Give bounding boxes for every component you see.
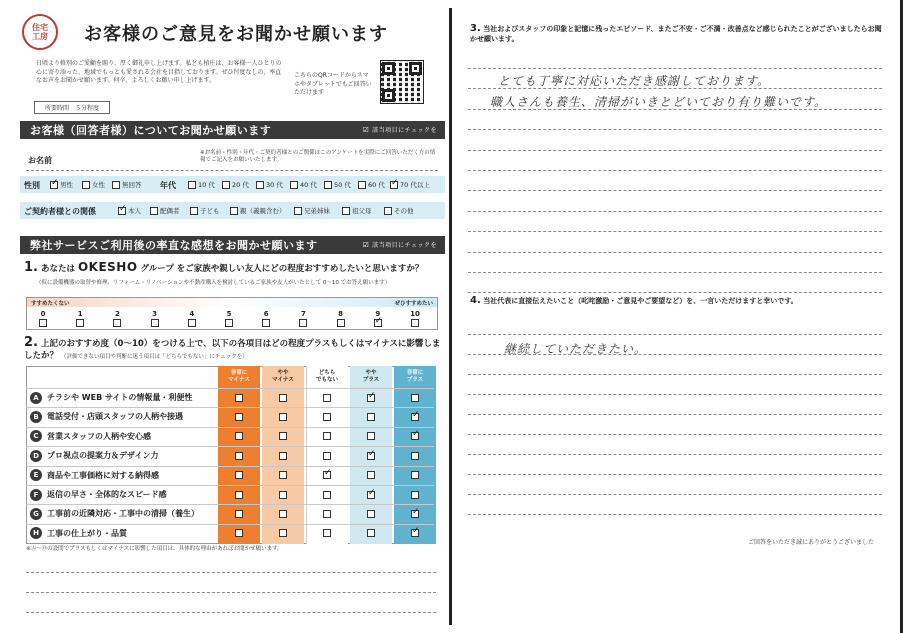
q4-answer-line[interactable] — [468, 494, 882, 495]
grid-cell[interactable] — [306, 505, 348, 523]
grid-cell[interactable] — [394, 524, 436, 542]
scale-gradient — [27, 298, 437, 307]
checkbox-icon[interactable] — [112, 181, 120, 189]
checkbox-icon[interactable] — [324, 181, 332, 189]
relation-option-child[interactable] — [190, 206, 220, 215]
scale-option-5[interactable] — [221, 310, 237, 329]
grid-cell[interactable] — [218, 447, 260, 465]
checkbox-icon[interactable] — [367, 471, 375, 479]
scale-number: 9 — [375, 310, 381, 318]
grid-cell[interactable] — [306, 447, 348, 465]
checkbox-icon[interactable] — [235, 413, 243, 421]
checkbox-icon[interactable] — [235, 452, 243, 460]
scale-number: 8 — [338, 310, 344, 318]
grid-item-text: 電話受付・店頭スタッフの人柄や接遇 — [47, 412, 183, 422]
relation-option-parent[interactable] — [230, 206, 286, 215]
thank-you-note: ご回答をいただき誠にありがとうございました — [748, 539, 875, 546]
gender-option-label: 無回答 — [122, 181, 142, 189]
age-option-label: 10 代 — [198, 181, 215, 189]
recommendation-scale — [26, 297, 438, 330]
relation-option-sibling[interactable] — [294, 206, 330, 215]
q4-answer: 継続していただきたい。 — [504, 342, 648, 356]
relation-option-label: 配偶者 — [160, 207, 180, 215]
grid-cell[interactable] — [394, 486, 436, 504]
relation-option-label: 子ども — [200, 207, 220, 215]
q4-answer-line[interactable] — [468, 394, 882, 395]
letter-badge-icon: C — [30, 430, 42, 442]
grid-cell[interactable] — [394, 408, 436, 426]
q4-answer-line[interactable] — [468, 434, 882, 435]
checkbox-icon[interactable] — [411, 452, 419, 460]
check-note: ☑ 該当項目にチェックを — [363, 125, 437, 134]
grid-item-text: 工事の仕上がり・品質 — [47, 528, 127, 538]
checkbox-icon[interactable] — [150, 207, 158, 215]
age-option-60s[interactable] — [358, 180, 385, 189]
q3-answer-line[interactable] — [468, 252, 882, 253]
relation-label: ご契約者様との関係 — [24, 207, 96, 216]
checkbox-icon[interactable] — [235, 491, 243, 499]
checkbox-checked-icon[interactable] — [411, 529, 419, 537]
question-3 — [470, 24, 882, 44]
checkbox-icon[interactable] — [190, 207, 198, 215]
checkbox-icon[interactable] — [235, 510, 243, 518]
grid-row-label — [30, 427, 151, 445]
grid-row-label — [30, 486, 167, 504]
grid-row-label — [30, 505, 199, 523]
grid-cell[interactable] — [306, 408, 348, 426]
checkbox-checked-icon[interactable] — [411, 510, 419, 518]
gender-option-female[interactable] — [82, 180, 105, 189]
grid-cell[interactable] — [262, 466, 304, 484]
question-1-note: （仮に設備機器の取替や修理、リフォーム・リノベーションや不動産購入を検討しているご家族や友人がいたとして 0〜10 でお答え願います） — [36, 280, 391, 286]
grid-cell[interactable] — [306, 427, 348, 445]
checkbox-icon[interactable] — [367, 529, 375, 537]
grid-cell[interactable] — [306, 389, 348, 407]
scale-low-label: すすめたくない — [31, 301, 70, 307]
name-field[interactable] — [26, 170, 438, 171]
checkbox-icon[interactable] — [367, 432, 375, 440]
q3-answer-line-2: 職人さんも養生、清掃がいきとどいており有り難いです。 — [490, 95, 828, 109]
checkbox-checked-icon[interactable] — [323, 471, 331, 479]
qr-caption: こちらのQRコードからスマホやタブレットでもご回答いただけます — [294, 72, 372, 96]
relation-option-spouse[interactable] — [150, 206, 180, 215]
letter-badge-icon: E — [30, 469, 42, 481]
grid-cell[interactable] — [306, 524, 348, 542]
checkbox-icon[interactable] — [323, 510, 331, 518]
checkbox-icon[interactable] — [235, 529, 243, 537]
checkbox-icon[interactable] — [384, 207, 392, 215]
gender-option-male[interactable] — [50, 180, 73, 189]
grid-cell[interactable] — [306, 486, 348, 504]
section-feedback-header — [20, 236, 445, 254]
name-label: お名前 — [28, 156, 52, 165]
checkbox-icon[interactable] — [358, 181, 366, 189]
scale-number: 3 — [152, 310, 158, 318]
checkbox-icon[interactable] — [323, 432, 331, 440]
q3-answer-line[interactable] — [468, 292, 882, 293]
checkbox-icon[interactable] — [188, 181, 196, 189]
grid-item-text: 営業スタッフの人柄や安心感 — [47, 431, 151, 441]
grid-header: どちら でもない — [315, 370, 338, 383]
grid-cell[interactable] — [218, 524, 260, 542]
grid-cell[interactable] — [394, 466, 436, 484]
check-note: ☑ 該当項目にチェックを — [363, 240, 437, 249]
gender-option-none[interactable] — [112, 180, 142, 189]
age-option-10s[interactable] — [188, 180, 215, 189]
page-binding-divider — [449, 8, 452, 625]
question-number: 2. — [24, 335, 38, 350]
checkbox-icon[interactable] — [279, 452, 287, 460]
grid-item-text: チラシや WEB サイトの情報量・利便性 — [47, 393, 193, 402]
age-option-label: 20 代 — [232, 181, 249, 189]
grid-cell[interactable] — [350, 486, 392, 504]
checkbox-icon[interactable] — [235, 394, 243, 402]
checkbox-icon[interactable] — [230, 207, 238, 215]
scale-number: 1 — [77, 310, 83, 318]
age-option-70s[interactable] — [390, 180, 430, 189]
q4-answer-line[interactable] — [468, 374, 882, 375]
checkbox-icon[interactable] — [337, 319, 345, 327]
grid-row-label — [30, 447, 158, 465]
relation-option-label: 本人 — [128, 207, 141, 215]
grid-header: 非常に プラス — [406, 370, 424, 383]
question-3-text: 当社およびスタッフの印象と記憶に残ったエピソード、またご不安・ご不満・改善点など感じられたことがございましたらお聞かせ願います。 — [470, 25, 882, 43]
checkbox-checked-icon[interactable] — [118, 207, 126, 215]
question-2-note: （評価できない項目や判断に迷う項目は「どちらでもない」にチェックを） — [60, 354, 248, 360]
checkbox-icon[interactable] — [262, 319, 270, 327]
checkbox-icon[interactable] — [256, 181, 264, 189]
checkbox-icon[interactable] — [290, 181, 298, 189]
age-option-label: 30 代 — [266, 181, 283, 189]
q4-answer-line[interactable] — [468, 354, 882, 355]
scale-number: 0 — [40, 310, 46, 318]
q4-answer-line[interactable] — [468, 454, 882, 455]
checkbox-icon[interactable] — [222, 181, 230, 189]
grid-header: 非常に マイナス — [228, 370, 250, 383]
grid-cell[interactable] — [218, 389, 260, 407]
scale-option-1[interactable] — [72, 310, 88, 329]
grid-cell[interactable] — [262, 408, 304, 426]
grid-cell[interactable] — [350, 389, 392, 407]
q3-answer-line[interactable] — [468, 150, 882, 151]
q4-answer-line[interactable] — [468, 514, 882, 515]
age-option-20s[interactable] — [222, 180, 249, 189]
age-option-label: 70 代以上 — [400, 181, 430, 189]
question-2-text: 上記のおすすめ度（0〜10）をつける上で、以下の各項目はどの程度プラスもしくはマイナスに影響しましたか？ — [24, 339, 441, 361]
checkbox-checked-icon[interactable] — [411, 432, 419, 440]
q3-answer-line[interactable] — [468, 190, 882, 191]
age-option-label: 40 代 — [300, 181, 317, 189]
checkbox-checked-icon[interactable] — [367, 394, 375, 402]
q3-answer-line[interactable] — [468, 68, 882, 69]
checkbox-icon[interactable] — [411, 471, 419, 479]
checkbox-checked-icon[interactable] — [367, 452, 375, 460]
scale-option-6[interactable] — [258, 310, 274, 329]
letter-badge-icon: B — [30, 411, 42, 423]
letter-badge-icon: H — [30, 527, 42, 539]
checkbox-icon[interactable] — [279, 529, 287, 537]
checkbox-icon[interactable] — [279, 394, 287, 402]
gender-option-label: 男性 — [60, 181, 73, 189]
grid-cell[interactable] — [394, 389, 436, 407]
scale-option-3[interactable] — [147, 310, 163, 329]
grid-cell[interactable] — [218, 427, 260, 445]
age-option-40s[interactable] — [290, 180, 317, 189]
section-respondent-title: お客様（回答者様）についてお聞かせ願います — [30, 124, 272, 137]
scale-number: 5 — [226, 310, 232, 318]
q3-answer-line[interactable] — [468, 231, 882, 232]
checkbox-icon[interactable] — [279, 413, 287, 421]
q3-answer-line[interactable] — [468, 88, 882, 89]
reason-line-1[interactable] — [26, 572, 436, 573]
grid-cell[interactable] — [218, 486, 260, 504]
checkbox-icon[interactable] — [411, 319, 419, 327]
relation-option-other[interactable] — [384, 206, 414, 215]
section-feedback-title: 弊社サービスご利用後の率直な感想をお聞かせ願います — [30, 239, 318, 252]
gender-option-label: 女性 — [92, 181, 105, 189]
checkbox-icon[interactable] — [323, 413, 331, 421]
relation-option-label: 親（義親含む） — [240, 207, 286, 215]
scale-option-0[interactable] — [35, 310, 51, 329]
checkbox-icon[interactable] — [279, 491, 287, 499]
section-respondent-header — [20, 121, 445, 139]
company-seal-icon: 住宅 工房 — [22, 14, 58, 50]
checkbox-icon[interactable] — [82, 181, 90, 189]
question-number: 3. — [470, 23, 481, 34]
letter-badge-icon: G — [30, 508, 42, 520]
q3-answer-line[interactable] — [468, 272, 882, 273]
grid-cell[interactable] — [350, 505, 392, 523]
reason-line-3[interactable] — [26, 612, 436, 613]
checkbox-checked-icon[interactable] — [367, 491, 375, 499]
scale-number: 4 — [189, 310, 195, 318]
checkbox-icon[interactable] — [235, 432, 243, 440]
grid-item-text: 工事前の近隣対応・工事中の清掃（養生） — [47, 509, 199, 519]
grid-row-label — [30, 389, 192, 407]
scale-option-9[interactable] — [370, 310, 386, 329]
brand-name: OKESHO — [77, 260, 138, 274]
gender-label: 性別 — [24, 181, 40, 190]
scale-high-label: ぜひすすめたい — [394, 301, 433, 307]
relation-option-label: 祖父母 — [352, 207, 372, 215]
q4-answer-line[interactable] — [468, 414, 882, 415]
question-4-text: 当社代表に直接伝えたいこと（叱咤激励・ご意見やご要望など）を、一言いただけますと幸いです。 — [483, 297, 798, 305]
page-border-right — [900, 0, 903, 633]
grid-row-label — [30, 408, 183, 426]
grid-cell[interactable] — [394, 505, 436, 523]
checkbox-icon[interactable] — [411, 491, 419, 499]
scale-number: 10 — [410, 310, 420, 318]
grid-cell[interactable] — [350, 466, 392, 484]
relation-option-label: その他 — [394, 207, 414, 215]
checkbox-icon[interactable] — [76, 319, 84, 327]
age-option-label: 50 代 — [334, 181, 351, 189]
grid-cell[interactable] — [350, 524, 392, 542]
scale-option-10[interactable] — [407, 310, 423, 329]
q3-answer-line[interactable] — [468, 211, 882, 212]
grid-cell[interactable] — [262, 524, 304, 542]
grid-header: やや プラス — [362, 370, 380, 383]
grid-item-text: 返信の早さ・全体的なスピード感 — [47, 490, 167, 499]
question-2 — [24, 337, 444, 362]
relation-option-self[interactable] — [118, 206, 141, 215]
q3-answer-line[interactable] — [468, 170, 882, 171]
age-option-label: 60 代 — [368, 181, 385, 189]
checkbox-icon[interactable] — [225, 319, 233, 327]
letter-badge-icon: F — [30, 489, 42, 501]
checkbox-icon[interactable] — [294, 207, 302, 215]
checkbox-icon[interactable] — [411, 394, 419, 402]
grid-row-label — [30, 466, 159, 484]
grid-cell[interactable] — [218, 505, 260, 523]
grid-cell[interactable] — [262, 486, 304, 504]
scale-option-4[interactable] — [184, 310, 200, 329]
grid-cell[interactable] — [350, 408, 392, 426]
checkbox-icon[interactable] — [235, 471, 243, 479]
q3-answer-line[interactable] — [468, 129, 882, 130]
question-1-post: グループ をご家族や親しい友人にどの程度おすすめしたいと思いますか？ — [140, 264, 424, 274]
scale-option-2[interactable] — [109, 310, 125, 329]
letter-badge-icon: D — [30, 450, 42, 462]
grid-cell[interactable] — [262, 447, 304, 465]
checkbox-icon[interactable] — [342, 207, 350, 215]
grid-cell[interactable] — [350, 427, 392, 445]
q4-answer-line[interactable] — [468, 334, 882, 335]
question-4 — [470, 296, 882, 306]
grid-cell[interactable] — [262, 389, 304, 407]
reason-line-2[interactable] — [26, 592, 436, 593]
grid-cell[interactable] — [262, 505, 304, 523]
checkbox-icon[interactable] — [188, 319, 196, 327]
checkbox-icon[interactable] — [113, 319, 121, 327]
q3-answer-line-1: とても丁寧に対応いただき感謝しております。 — [498, 74, 771, 88]
checkbox-icon[interactable] — [39, 319, 47, 327]
page-title: お客様のご意見をお聞かせ願います — [84, 24, 388, 45]
scale-number: 7 — [300, 310, 306, 318]
intro-text: 日頃より格別のご愛顧を賜り、厚く御礼申し上げます。私ども植庄は、お客様一人ひとりの心に寄り添った、地域でもっとも愛される会社を目指しております。ぜひ忖度なしの、率直なお声をお聞かせ願います。何卒、よろしくお願い申し上げます。 — [36, 60, 282, 84]
qr-code-icon[interactable] — [380, 60, 424, 104]
age-option-50s[interactable] — [324, 180, 351, 189]
checkbox-icon[interactable] — [151, 319, 159, 327]
relation-option-label: 兄弟姉妹 — [304, 207, 330, 215]
q4-answer-line[interactable] — [468, 474, 882, 475]
checkbox-checked-icon[interactable] — [374, 319, 382, 327]
checkbox-icon[interactable] — [323, 491, 331, 499]
checkbox-checked-icon[interactable] — [390, 181, 398, 189]
grid-cell[interactable] — [350, 447, 392, 465]
checkbox-icon[interactable] — [323, 452, 331, 460]
question-1-pre: あなたは — [40, 264, 75, 274]
checkbox-icon[interactable] — [367, 413, 375, 421]
checkbox-icon[interactable] — [299, 319, 307, 327]
scale-option-7[interactable] — [295, 310, 311, 329]
scale-number: 6 — [263, 310, 269, 318]
grid-row-label — [30, 524, 127, 542]
question-number: 4. — [470, 295, 481, 306]
checkbox-icon[interactable] — [279, 432, 287, 440]
letter-badge-icon: A — [30, 392, 42, 404]
grid-header: やや マイナス — [272, 370, 294, 383]
grid-cell[interactable] — [394, 427, 436, 445]
name-note: ※お名前・性別・年代・ご契約者様とのご関係はこのアンケートを実際にご回答いただく方の情報でご記入をお願いいたします。 — [200, 150, 436, 163]
checkbox-icon[interactable] — [323, 529, 331, 537]
age-option-30s[interactable] — [256, 180, 283, 189]
question-number: 1. — [24, 260, 38, 275]
age-label: 年代 — [160, 181, 176, 190]
grid-footnote: ※Ⓐ〜Ⓗの設問でプラスもしくはマイナスに影響した項目は、具体的な理由があればお聞かせ願います。 — [26, 546, 283, 552]
time-required-badge: 所要時間 ５分程度 — [34, 101, 110, 114]
grid-cell[interactable] — [218, 466, 260, 484]
grid-cell[interactable] — [306, 466, 348, 484]
grid-item-text: プロ視点の提案力＆デザイン力 — [47, 451, 159, 461]
grid-cell[interactable] — [394, 447, 436, 465]
scale-number: 2 — [114, 310, 120, 318]
relation-option-grandparent[interactable] — [342, 206, 372, 215]
grid-cell[interactable] — [262, 427, 304, 445]
grid-item-text: 商品や工事価格に対する納得感 — [47, 470, 159, 480]
q3-answer-line[interactable] — [468, 109, 882, 110]
checkbox-checked-icon[interactable] — [50, 181, 58, 189]
checkbox-icon[interactable] — [367, 510, 375, 518]
checkbox-icon[interactable] — [279, 510, 287, 518]
checkbox-checked-icon[interactable] — [411, 413, 419, 421]
checkbox-icon[interactable] — [323, 394, 331, 402]
grid-cell[interactable] — [218, 408, 260, 426]
question-1 — [24, 260, 444, 275]
checkbox-icon[interactable] — [279, 471, 287, 479]
scale-option-8[interactable] — [333, 310, 349, 329]
